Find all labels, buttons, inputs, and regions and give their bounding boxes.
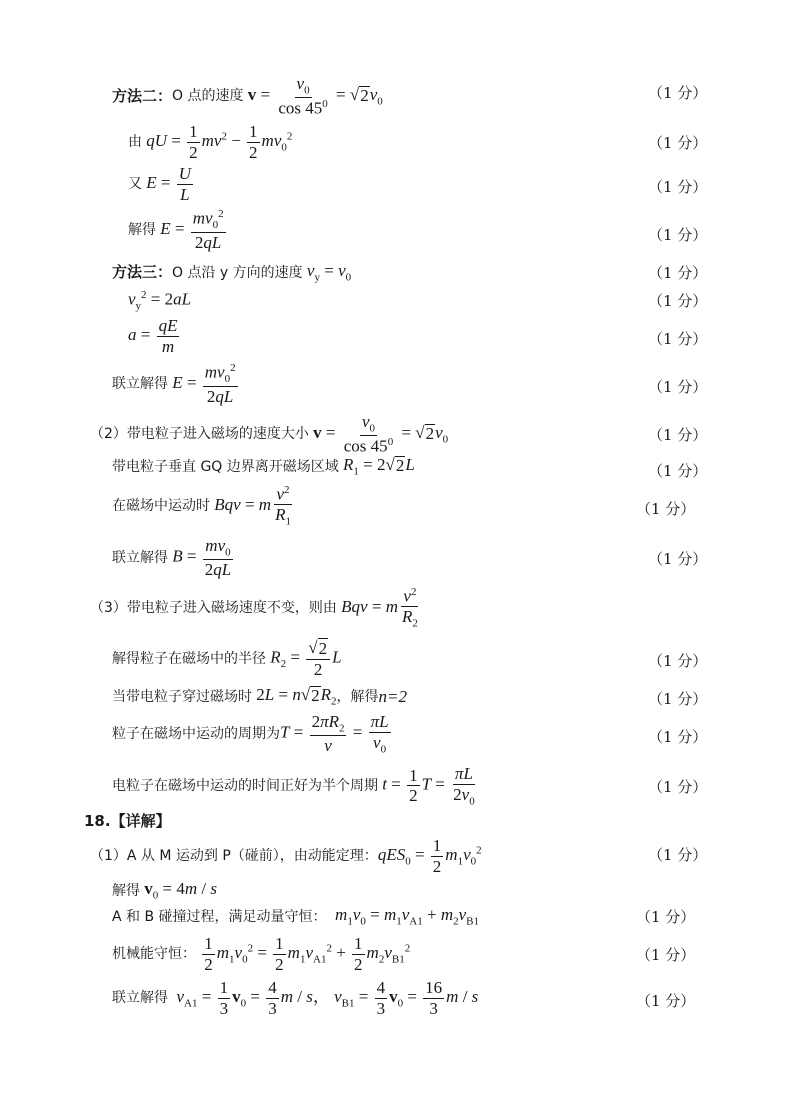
- points-7: （1 分）: [648, 330, 708, 348]
- formula-n: n=2: [378, 687, 408, 707]
- q18-line-2: [112, 880, 217, 901]
- formula-v-o: v = $\frac{v_0}{\cos 45^0}$ = √ 2 $v_0$: [247, 74, 383, 118]
- formula-a: a = $\frac{qE}{m}$: [128, 316, 178, 356]
- method2-line-3: [128, 164, 195, 204]
- formula-e-ul: E = $\frac{U}{L}$: [146, 164, 192, 204]
- q18-d-text: 机械能守恒：: [112, 946, 196, 963]
- formula-r1: $R_1 = 2√$ 2 L: [343, 455, 415, 478]
- formula-r2: $R_2$ = √ 2 2 L: [270, 638, 342, 679]
- method3-line-2: [128, 290, 191, 312]
- formula-b: B = $\frac{mv_0}{2qL}$: [172, 536, 232, 580]
- points-11: （1 分）: [636, 500, 696, 518]
- formula-bqv-2: Bqv = m $\frac{v^2}{R_2}$: [341, 586, 418, 630]
- part3-line-5: [112, 764, 479, 808]
- points-15: （1 分）: [648, 728, 708, 746]
- points-3: （1 分）: [648, 178, 708, 196]
- part3-line-2: [112, 638, 342, 679]
- part2-text: （2）带电粒子进入磁场的速度大小: [90, 426, 309, 443]
- prefix-you2: 又: [128, 176, 142, 193]
- q18-a-text: （1）A 从 M 运动到 P（碰前），由动能定理：: [90, 848, 378, 865]
- q18-line-3: [112, 906, 479, 927]
- method2-line-2: [128, 122, 292, 162]
- part3-c-text: 当带电粒子穿过磁场时: [112, 688, 252, 705]
- method3-line-4: [112, 362, 240, 406]
- points-16: （1 分）: [648, 778, 708, 796]
- formula-2l: 2L = n√ 2 $R_2$: [252, 685, 337, 708]
- part3-text: （3）带电粒子进入磁场速度不变，则由: [90, 600, 337, 617]
- formula-v-enter: v = $\frac{v_0}{\cos 45^0}$ = √ 2 $v_0$: [313, 412, 449, 456]
- points-5: （1 分）: [648, 264, 708, 282]
- method2-text: O 点的速度: [172, 88, 244, 105]
- points-18: （1 分）: [636, 908, 696, 926]
- formula-energy: $\frac{1}{2}$ $m_1v_0^2$ = $\frac{1}{2}$ $m_1v_{A1}^2$ + $\frac{1}{2}$ $m_2v_{B1}^2$: [204, 934, 411, 974]
- points-9: （1 分）: [648, 426, 708, 444]
- method3-title: 方法三：: [112, 263, 173, 282]
- part2-d-text: 联立解得: [112, 549, 168, 566]
- points-2: （1 分）: [648, 134, 708, 152]
- part2-c-text: 在磁场中运动时: [112, 498, 210, 515]
- formula-qes0: qES$_0$ = $\frac{1}{2}$ $m_1v_0^2$: [377, 836, 482, 876]
- points-20: （1 分）: [636, 992, 696, 1010]
- formula-vy: $v_y = v_0$: [306, 261, 352, 284]
- formula-vy2: $v_y^2 = 2aL$: [128, 289, 192, 313]
- points-19: （1 分）: [636, 946, 696, 964]
- formula-time: t = $\frac{1}{2}$ T = $\frac{\pi L}{2v_0}$: [382, 764, 475, 807]
- part2-line-2: [112, 456, 415, 477]
- points-17: （1 分）: [648, 846, 708, 864]
- method3-line-3: [128, 316, 181, 356]
- q18-title-text: 18.【详解】: [84, 812, 171, 830]
- part3-e-text: 电粒子在磁场中运动的时间正好为半个周期: [112, 777, 378, 794]
- part3-line-1: [90, 586, 422, 630]
- points-1: （1 分）: [648, 84, 708, 102]
- prefix-lianli: 联立解得: [112, 376, 168, 393]
- q18-e-text: 联立解得: [112, 990, 168, 1007]
- part2-line-4: [112, 536, 235, 580]
- points-14: （1 分）: [648, 690, 708, 708]
- method3-text: O 点沿 y 方向的速度: [172, 264, 303, 281]
- formula-e-result: E = $\frac{mv_0^2}{2qL}$: [160, 208, 224, 252]
- formula-v0: $v_0 = 4m / s$: [144, 879, 217, 902]
- formula-e-result-2: E = $\frac{mv_0^2}{2qL}$: [172, 362, 236, 406]
- prefix-you: 由: [128, 134, 142, 151]
- q18-b-text: 解得: [112, 882, 140, 899]
- method3-line-1: [112, 262, 351, 283]
- points-13: （1 分）: [648, 652, 708, 670]
- prefix-jiede: 解得: [128, 222, 156, 239]
- formula-t: T = $\frac{2\pi R_2}{v}$ = $\frac{\pi L}{v_0}$: [280, 712, 389, 756]
- formula-momentum: $m_1v_0 = m_1v_{A1} + m_2v_{B1}$: [335, 905, 480, 928]
- method2-line-4: [128, 208, 228, 252]
- part2-line-1: [90, 412, 448, 456]
- points-8: （1 分）: [648, 378, 708, 396]
- q18-title: [84, 814, 171, 829]
- points-4: （1 分）: [648, 226, 708, 244]
- formula-results: $v_{A1}$ = $\frac{1}{3}$ $v_0$ = $\frac{4}{3}$ m / s， $v_{B1}$ = $\frac{4}{3}$ $v_0$ = $\frac{16}{3}$ m / s: [176, 978, 479, 1018]
- q18-line-1: [90, 836, 482, 876]
- part3-b-text: 解得粒子在磁场中的半径: [112, 650, 266, 667]
- part2-b-text: 带电粒子垂直 GQ 边界离开磁场区域: [112, 458, 339, 475]
- q18-line-4: [112, 934, 410, 974]
- part3-line-3: [112, 686, 407, 707]
- part3-line-4: [112, 712, 393, 756]
- part3-c-mid: ，解得: [336, 688, 379, 705]
- points-6: （1 分）: [648, 292, 708, 310]
- part3-d-text: 粒子在磁场中运动的周期为: [112, 725, 280, 742]
- method2-title: 方法二：: [112, 86, 173, 105]
- method2-line-1: [112, 74, 383, 118]
- formula-qu: qU = $\frac{1}{2}$ $mv^2$ − $\frac{1}{2}$ $mv_0^2$: [146, 122, 293, 162]
- points-10: （1 分）: [648, 462, 708, 480]
- points-12: （1 分）: [648, 550, 708, 568]
- formula-bqv: Bqv = m $\frac{v^2}{R_1}$: [214, 484, 291, 528]
- part2-line-3: [112, 484, 295, 528]
- q18-line-5: [112, 978, 478, 1018]
- q18-c-text: A 和 B 碰撞过程，满足动量守恒：: [112, 908, 327, 925]
